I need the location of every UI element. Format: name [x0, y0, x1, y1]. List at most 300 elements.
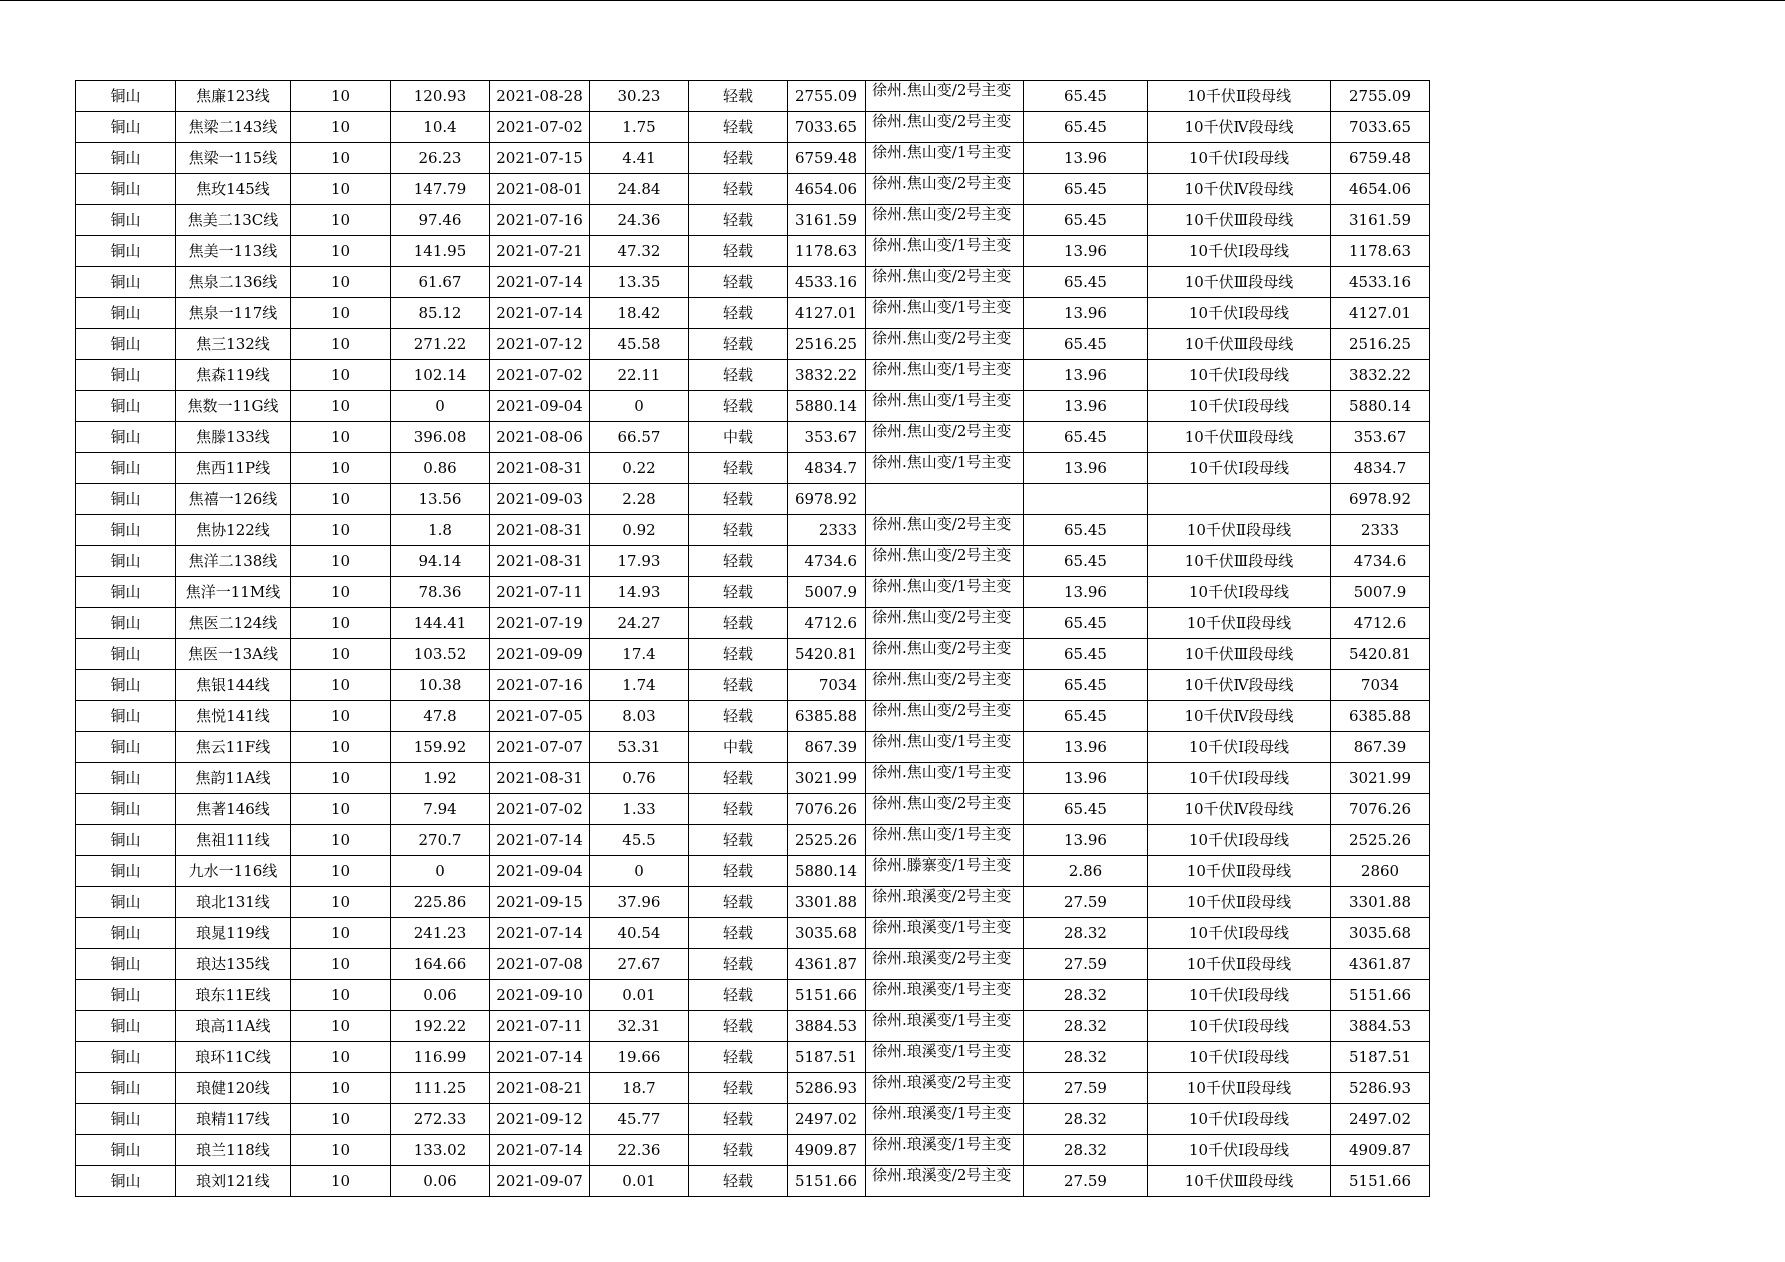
cell-load-rate: 0.22	[590, 453, 689, 484]
cell-voltage-kv: 10	[291, 1073, 391, 1104]
table-row	[76, 825, 1430, 856]
cell-value-a: 225.86	[391, 887, 490, 918]
cell-date: 2021-07-14	[490, 298, 590, 329]
cell-capacity-a: 4834.7	[788, 453, 866, 484]
cell-voltage-kv: 10	[291, 794, 391, 825]
cell-bus-section	[1148, 484, 1331, 515]
cell-value-b: 65.45	[1024, 515, 1148, 546]
cell-load-rate: 1.75	[590, 112, 689, 143]
cell-value-a: 0	[391, 856, 490, 887]
table-row	[76, 608, 1430, 639]
cell-substation: 徐州.焦山变/1号主变	[866, 298, 1024, 329]
cell-line-name: 琅环11C线	[176, 1042, 291, 1073]
cell-line-name: 琅北131线	[176, 887, 291, 918]
cell-county: 铜山	[76, 608, 176, 639]
cell-capacity-b: 353.67	[1331, 422, 1430, 453]
cell-load-rate: 47.32	[590, 236, 689, 267]
cell-load-rate: 14.93	[590, 577, 689, 608]
cell-bus-section: 10千伏Ⅱ段母线	[1148, 949, 1331, 980]
cell-load-rate: 1.74	[590, 670, 689, 701]
cell-value-a: 164.66	[391, 949, 490, 980]
cell-value-b: 27.59	[1024, 1166, 1148, 1197]
cell-capacity-b: 5151.66	[1331, 980, 1430, 1011]
cell-capacity-a: 867.39	[788, 732, 866, 763]
cell-load-status: 轻载	[689, 174, 788, 205]
cell-capacity-a: 5880.14	[788, 856, 866, 887]
cell-date: 2021-07-14	[490, 1042, 590, 1073]
cell-substation: 徐州.琅溪变/1号主变	[866, 1042, 1024, 1073]
cell-capacity-b: 6759.48	[1331, 143, 1430, 174]
cell-bus-section: 10千伏Ⅲ段母线	[1148, 546, 1331, 577]
cell-bus-section: 10千伏Ⅰ段母线	[1148, 763, 1331, 794]
cell-county: 铜山	[76, 267, 176, 298]
table-row	[76, 515, 1430, 546]
cell-value-a: 116.99	[391, 1042, 490, 1073]
cell-voltage-kv: 10	[291, 298, 391, 329]
cell-line-name: 焦数一11G线	[176, 391, 291, 422]
cell-value-b: 13.96	[1024, 763, 1148, 794]
cell-value-b: 65.45	[1024, 81, 1148, 112]
table-row	[76, 112, 1430, 143]
cell-load-rate: 17.93	[590, 546, 689, 577]
cell-bus-section: 10千伏Ⅲ段母线	[1148, 205, 1331, 236]
cell-voltage-kv: 10	[291, 732, 391, 763]
cell-capacity-a: 4909.87	[788, 1135, 866, 1166]
cell-county: 铜山	[76, 391, 176, 422]
cell-voltage-kv: 10	[291, 174, 391, 205]
cell-voltage-kv: 10	[291, 577, 391, 608]
cell-line-name: 焦滕133线	[176, 422, 291, 453]
cell-value-b: 13.96	[1024, 236, 1148, 267]
cell-substation: 徐州.焦山变/2号主变	[866, 267, 1024, 298]
cell-capacity-b: 5286.93	[1331, 1073, 1430, 1104]
cell-county: 铜山	[76, 670, 176, 701]
cell-substation: 徐州.琅溪变/2号主变	[866, 949, 1024, 980]
cell-value-b: 13.96	[1024, 360, 1148, 391]
cell-value-b: 13.96	[1024, 577, 1148, 608]
cell-load-rate: 22.36	[590, 1135, 689, 1166]
cell-load-status: 轻载	[689, 298, 788, 329]
cell-capacity-a: 1178.63	[788, 236, 866, 267]
cell-value-b: 28.32	[1024, 1042, 1148, 1073]
cell-date: 2021-09-04	[490, 391, 590, 422]
table-row	[76, 329, 1430, 360]
cell-substation: 徐州.琅溪变/2号主变	[866, 1166, 1024, 1197]
cell-county: 铜山	[76, 980, 176, 1011]
cell-load-rate: 40.54	[590, 918, 689, 949]
cell-county: 铜山	[76, 360, 176, 391]
cell-line-name: 琅兰118线	[176, 1135, 291, 1166]
cell-value-b: 13.96	[1024, 825, 1148, 856]
cell-capacity-a: 5151.66	[788, 1166, 866, 1197]
cell-county: 铜山	[76, 329, 176, 360]
cell-load-status: 中载	[689, 422, 788, 453]
cell-load-rate: 45.58	[590, 329, 689, 360]
cell-value-b: 27.59	[1024, 1073, 1148, 1104]
cell-capacity-a: 5286.93	[788, 1073, 866, 1104]
cell-substation: 徐州.焦山变/2号主变	[866, 639, 1024, 670]
cell-line-name: 焦泉一117线	[176, 298, 291, 329]
cell-value-b: 65.45	[1024, 608, 1148, 639]
cell-capacity-b: 3035.68	[1331, 918, 1430, 949]
cell-load-status: 轻载	[689, 1135, 788, 1166]
cell-line-name: 焦医一13A线	[176, 639, 291, 670]
cell-value-a: 270.7	[391, 825, 490, 856]
cell-bus-section: 10千伏Ⅳ段母线	[1148, 174, 1331, 205]
cell-substation: 徐州.焦山变/2号主变	[866, 329, 1024, 360]
cell-load-rate: 0	[590, 391, 689, 422]
cell-bus-section: 10千伏Ⅰ段母线	[1148, 1135, 1331, 1166]
table-row	[76, 360, 1430, 391]
cell-capacity-a: 2525.26	[788, 825, 866, 856]
cell-bus-section: 10千伏Ⅰ段母线	[1148, 360, 1331, 391]
cell-voltage-kv: 10	[291, 515, 391, 546]
cell-voltage-kv: 10	[291, 918, 391, 949]
cell-load-status: 轻载	[689, 360, 788, 391]
cell-line-name: 琅达135线	[176, 949, 291, 980]
cell-capacity-a: 6385.88	[788, 701, 866, 732]
cell-capacity-a: 7033.65	[788, 112, 866, 143]
cell-date: 2021-07-02	[490, 360, 590, 391]
table-row	[76, 484, 1430, 515]
cell-county: 铜山	[76, 1073, 176, 1104]
cell-load-status: 轻载	[689, 1166, 788, 1197]
cell-capacity-a: 3832.22	[788, 360, 866, 391]
cell-voltage-kv: 10	[291, 980, 391, 1011]
cell-load-status: 轻载	[689, 267, 788, 298]
cell-line-name: 焦银144线	[176, 670, 291, 701]
cell-voltage-kv: 10	[291, 825, 391, 856]
cell-bus-section: 10千伏Ⅰ段母线	[1148, 143, 1331, 174]
cell-load-status: 轻载	[689, 236, 788, 267]
cell-capacity-b: 4834.7	[1331, 453, 1430, 484]
cell-bus-section: 10千伏Ⅱ段母线	[1148, 81, 1331, 112]
cell-capacity-b: 5007.9	[1331, 577, 1430, 608]
cell-voltage-kv: 10	[291, 856, 391, 887]
cell-substation: 徐州.焦山变/1号主变	[866, 236, 1024, 267]
cell-capacity-b: 4712.6	[1331, 608, 1430, 639]
cell-substation: 徐州.琅溪变/1号主变	[866, 1104, 1024, 1135]
cell-capacity-a: 4712.6	[788, 608, 866, 639]
cell-load-status: 轻载	[689, 112, 788, 143]
cell-load-rate: 4.41	[590, 143, 689, 174]
table-row	[76, 639, 1430, 670]
cell-value-a: 103.52	[391, 639, 490, 670]
cell-load-rate: 22.11	[590, 360, 689, 391]
cell-capacity-b: 2525.26	[1331, 825, 1430, 856]
cell-substation: 徐州.焦山变/2号主变	[866, 81, 1024, 112]
cell-substation: 徐州.焦山变/2号主变	[866, 794, 1024, 825]
cell-value-b: 13.96	[1024, 732, 1148, 763]
cell-date: 2021-08-31	[490, 515, 590, 546]
cell-load-rate: 18.42	[590, 298, 689, 329]
cell-county: 铜山	[76, 701, 176, 732]
cell-value-a: 133.02	[391, 1135, 490, 1166]
cell-bus-section: 10千伏Ⅰ段母线	[1148, 577, 1331, 608]
cell-voltage-kv: 10	[291, 236, 391, 267]
cell-bus-section: 10千伏Ⅰ段母线	[1148, 453, 1331, 484]
cell-voltage-kv: 10	[291, 205, 391, 236]
cell-value-a: 102.14	[391, 360, 490, 391]
table-row	[76, 1011, 1430, 1042]
cell-value-a: 272.33	[391, 1104, 490, 1135]
table-row	[76, 1073, 1430, 1104]
cell-voltage-kv: 10	[291, 360, 391, 391]
cell-substation: 徐州.焦山变/2号主变	[866, 670, 1024, 701]
cell-load-rate: 27.67	[590, 949, 689, 980]
cell-value-b: 13.96	[1024, 143, 1148, 174]
cell-value-a: 141.95	[391, 236, 490, 267]
cell-load-status: 轻载	[689, 856, 788, 887]
cell-county: 铜山	[76, 236, 176, 267]
cell-load-rate: 45.5	[590, 825, 689, 856]
table-row	[76, 546, 1430, 577]
cell-county: 铜山	[76, 763, 176, 794]
cell-load-status: 轻载	[689, 143, 788, 174]
cell-county: 铜山	[76, 1042, 176, 1073]
cell-value-a: 47.8	[391, 701, 490, 732]
cell-load-rate: 0.92	[590, 515, 689, 546]
cell-line-name: 焦梁二143线	[176, 112, 291, 143]
cell-voltage-kv: 10	[291, 453, 391, 484]
table-row	[76, 763, 1430, 794]
cell-date: 2021-09-07	[490, 1166, 590, 1197]
cell-line-name: 焦西11P线	[176, 453, 291, 484]
cell-value-a: 1.92	[391, 763, 490, 794]
table-row	[76, 298, 1430, 329]
cell-value-b: 28.32	[1024, 980, 1148, 1011]
cell-capacity-b: 3301.88	[1331, 887, 1430, 918]
cell-county: 铜山	[76, 205, 176, 236]
cell-value-a: 144.41	[391, 608, 490, 639]
cell-date: 2021-08-06	[490, 422, 590, 453]
cell-county: 铜山	[76, 174, 176, 205]
cell-substation: 徐州.焦山变/2号主变	[866, 174, 1024, 205]
cell-capacity-b: 2860	[1331, 856, 1430, 887]
cell-value-a: 241.23	[391, 918, 490, 949]
table-row	[76, 143, 1430, 174]
cell-date: 2021-07-08	[490, 949, 590, 980]
cell-capacity-b: 4361.87	[1331, 949, 1430, 980]
cell-bus-section: 10千伏Ⅲ段母线	[1148, 329, 1331, 360]
cell-value-a: 147.79	[391, 174, 490, 205]
cell-load-status: 轻载	[689, 670, 788, 701]
cell-date: 2021-07-16	[490, 670, 590, 701]
cell-value-b	[1024, 484, 1148, 515]
cell-voltage-kv: 10	[291, 112, 391, 143]
cell-capacity-b: 6385.88	[1331, 701, 1430, 732]
table-row	[76, 267, 1430, 298]
cell-value-b: 65.45	[1024, 205, 1148, 236]
cell-load-rate: 24.27	[590, 608, 689, 639]
cell-date: 2021-09-12	[490, 1104, 590, 1135]
cell-bus-section: 10千伏Ⅱ段母线	[1148, 608, 1331, 639]
cell-line-name: 焦洋一11M线	[176, 577, 291, 608]
cell-bus-section: 10千伏Ⅲ段母线	[1148, 639, 1331, 670]
cell-county: 铜山	[76, 732, 176, 763]
cell-load-status: 轻载	[689, 763, 788, 794]
cell-county: 铜山	[76, 515, 176, 546]
cell-substation: 徐州.焦山变/1号主变	[866, 763, 1024, 794]
cell-value-a: 10.38	[391, 670, 490, 701]
cell-load-status: 轻载	[689, 701, 788, 732]
cell-load-status: 轻载	[689, 515, 788, 546]
cell-line-name: 焦韵11A线	[176, 763, 291, 794]
cell-capacity-b: 3832.22	[1331, 360, 1430, 391]
cell-capacity-a: 3021.99	[788, 763, 866, 794]
cell-date: 2021-07-14	[490, 1135, 590, 1166]
cell-substation: 徐州.焦山变/2号主变	[866, 701, 1024, 732]
cell-voltage-kv: 10	[291, 608, 391, 639]
cell-bus-section: 10千伏Ⅰ段母线	[1148, 1104, 1331, 1135]
cell-line-name: 焦森119线	[176, 360, 291, 391]
cell-voltage-kv: 10	[291, 1135, 391, 1166]
cell-substation: 徐州.琅溪变/2号主变	[866, 887, 1024, 918]
cell-bus-section: 10千伏Ⅱ段母线	[1148, 856, 1331, 887]
cell-load-rate: 0.76	[590, 763, 689, 794]
cell-load-status: 轻载	[689, 887, 788, 918]
cell-line-name: 焦著146线	[176, 794, 291, 825]
cell-line-name: 琅刘121线	[176, 1166, 291, 1197]
cell-load-status: 轻载	[689, 918, 788, 949]
cell-value-b: 13.96	[1024, 453, 1148, 484]
cell-substation: 徐州.焦山变/2号主变	[866, 515, 1024, 546]
cell-load-status: 轻载	[689, 949, 788, 980]
cell-value-b: 28.32	[1024, 918, 1148, 949]
cell-substation: 徐州.焦山变/2号主变	[866, 112, 1024, 143]
cell-capacity-a: 6759.48	[788, 143, 866, 174]
cell-date: 2021-08-21	[490, 1073, 590, 1104]
cell-bus-section: 10千伏Ⅳ段母线	[1148, 670, 1331, 701]
cell-capacity-a: 4361.87	[788, 949, 866, 980]
cell-date: 2021-07-12	[490, 329, 590, 360]
cell-substation: 徐州.琅溪变/2号主变	[866, 1073, 1024, 1104]
cell-capacity-b: 4127.01	[1331, 298, 1430, 329]
cell-value-b: 65.45	[1024, 639, 1148, 670]
cell-capacity-a: 7076.26	[788, 794, 866, 825]
cell-date: 2021-07-02	[490, 112, 590, 143]
cell-capacity-a: 353.67	[788, 422, 866, 453]
cell-value-b: 65.45	[1024, 546, 1148, 577]
cell-line-name: 焦泉二136线	[176, 267, 291, 298]
cell-capacity-a: 5007.9	[788, 577, 866, 608]
cell-capacity-b: 2497.02	[1331, 1104, 1430, 1135]
table-row	[76, 980, 1430, 1011]
cell-value-a: 120.93	[391, 81, 490, 112]
cell-bus-section: 10千伏Ⅰ段母线	[1148, 298, 1331, 329]
cell-bus-section: 10千伏Ⅰ段母线	[1148, 825, 1331, 856]
cell-value-b: 13.96	[1024, 298, 1148, 329]
cell-voltage-kv: 10	[291, 701, 391, 732]
cell-county: 铜山	[76, 143, 176, 174]
cell-capacity-a: 4734.6	[788, 546, 866, 577]
cell-value-b: 65.45	[1024, 670, 1148, 701]
cell-bus-section: 10千伏Ⅳ段母线	[1148, 701, 1331, 732]
cell-voltage-kv: 10	[291, 329, 391, 360]
cell-county: 铜山	[76, 1011, 176, 1042]
cell-date: 2021-08-01	[490, 174, 590, 205]
cell-capacity-b: 7033.65	[1331, 112, 1430, 143]
cell-bus-section: 10千伏Ⅲ段母线	[1148, 1166, 1331, 1197]
cell-substation: 徐州.焦山变/1号主变	[866, 360, 1024, 391]
table-row	[76, 236, 1430, 267]
table-row	[76, 205, 1430, 236]
cell-value-b: 28.32	[1024, 1135, 1148, 1166]
cell-voltage-kv: 10	[291, 1042, 391, 1073]
cell-date: 2021-09-10	[490, 980, 590, 1011]
cell-date: 2021-07-16	[490, 205, 590, 236]
cell-county: 铜山	[76, 887, 176, 918]
cell-county: 铜山	[76, 484, 176, 515]
cell-date: 2021-07-07	[490, 732, 590, 763]
cell-value-b: 28.32	[1024, 1104, 1148, 1135]
cell-value-a: 0.06	[391, 1166, 490, 1197]
cell-bus-section: 10千伏Ⅱ段母线	[1148, 515, 1331, 546]
cell-value-b: 65.45	[1024, 329, 1148, 360]
cell-capacity-b: 3161.59	[1331, 205, 1430, 236]
cell-load-status: 轻载	[689, 391, 788, 422]
cell-load-status: 轻载	[689, 546, 788, 577]
cell-value-a: 0.06	[391, 980, 490, 1011]
table-row	[76, 701, 1430, 732]
cell-line-name: 焦云11F线	[176, 732, 291, 763]
cell-line-name: 焦美二13C线	[176, 205, 291, 236]
cell-capacity-b: 2333	[1331, 515, 1430, 546]
cell-voltage-kv: 10	[291, 143, 391, 174]
cell-value-a: 61.67	[391, 267, 490, 298]
cell-line-name: 焦禧一126线	[176, 484, 291, 515]
cell-date: 2021-08-31	[490, 453, 590, 484]
cell-value-b: 65.45	[1024, 267, 1148, 298]
cell-capacity-a: 5151.66	[788, 980, 866, 1011]
cell-bus-section: 10千伏Ⅲ段母线	[1148, 422, 1331, 453]
cell-date: 2021-09-09	[490, 639, 590, 670]
cell-capacity-a: 2333	[788, 515, 866, 546]
cell-capacity-b: 5420.81	[1331, 639, 1430, 670]
cell-value-b: 65.45	[1024, 174, 1148, 205]
cell-bus-section: 10千伏Ⅰ段母线	[1148, 732, 1331, 763]
cell-value-a: 0	[391, 391, 490, 422]
cell-substation: 徐州.琅溪变/1号主变	[866, 1135, 1024, 1166]
cell-value-a: 13.56	[391, 484, 490, 515]
cell-line-name: 焦梁一115线	[176, 143, 291, 174]
cell-bus-section: 10千伏Ⅰ段母线	[1148, 391, 1331, 422]
cell-voltage-kv: 10	[291, 670, 391, 701]
page-top-border	[0, 0, 1785, 1]
cell-capacity-a: 2497.02	[788, 1104, 866, 1135]
cell-value-b: 2.86	[1024, 856, 1148, 887]
cell-county: 铜山	[76, 298, 176, 329]
cell-line-name: 焦廉123线	[176, 81, 291, 112]
cell-substation: 徐州.焦山变/2号主变	[866, 205, 1024, 236]
cell-voltage-kv: 10	[291, 1011, 391, 1042]
cell-value-a: 1.8	[391, 515, 490, 546]
table-row	[76, 81, 1430, 112]
cell-load-status: 中载	[689, 732, 788, 763]
cell-value-a: 271.22	[391, 329, 490, 360]
cell-value-a: 97.46	[391, 205, 490, 236]
cell-county: 铜山	[76, 112, 176, 143]
cell-load-status: 轻载	[689, 453, 788, 484]
cell-date: 2021-07-14	[490, 267, 590, 298]
cell-substation: 徐州.琅溪变/1号主变	[866, 1011, 1024, 1042]
cell-substation: 徐州.琅溪变/1号主变	[866, 980, 1024, 1011]
cell-load-rate: 2.28	[590, 484, 689, 515]
cell-value-b: 28.32	[1024, 1011, 1148, 1042]
cell-line-name: 焦洋二138线	[176, 546, 291, 577]
cell-load-rate: 0.01	[590, 1166, 689, 1197]
cell-capacity-b: 7076.26	[1331, 794, 1430, 825]
